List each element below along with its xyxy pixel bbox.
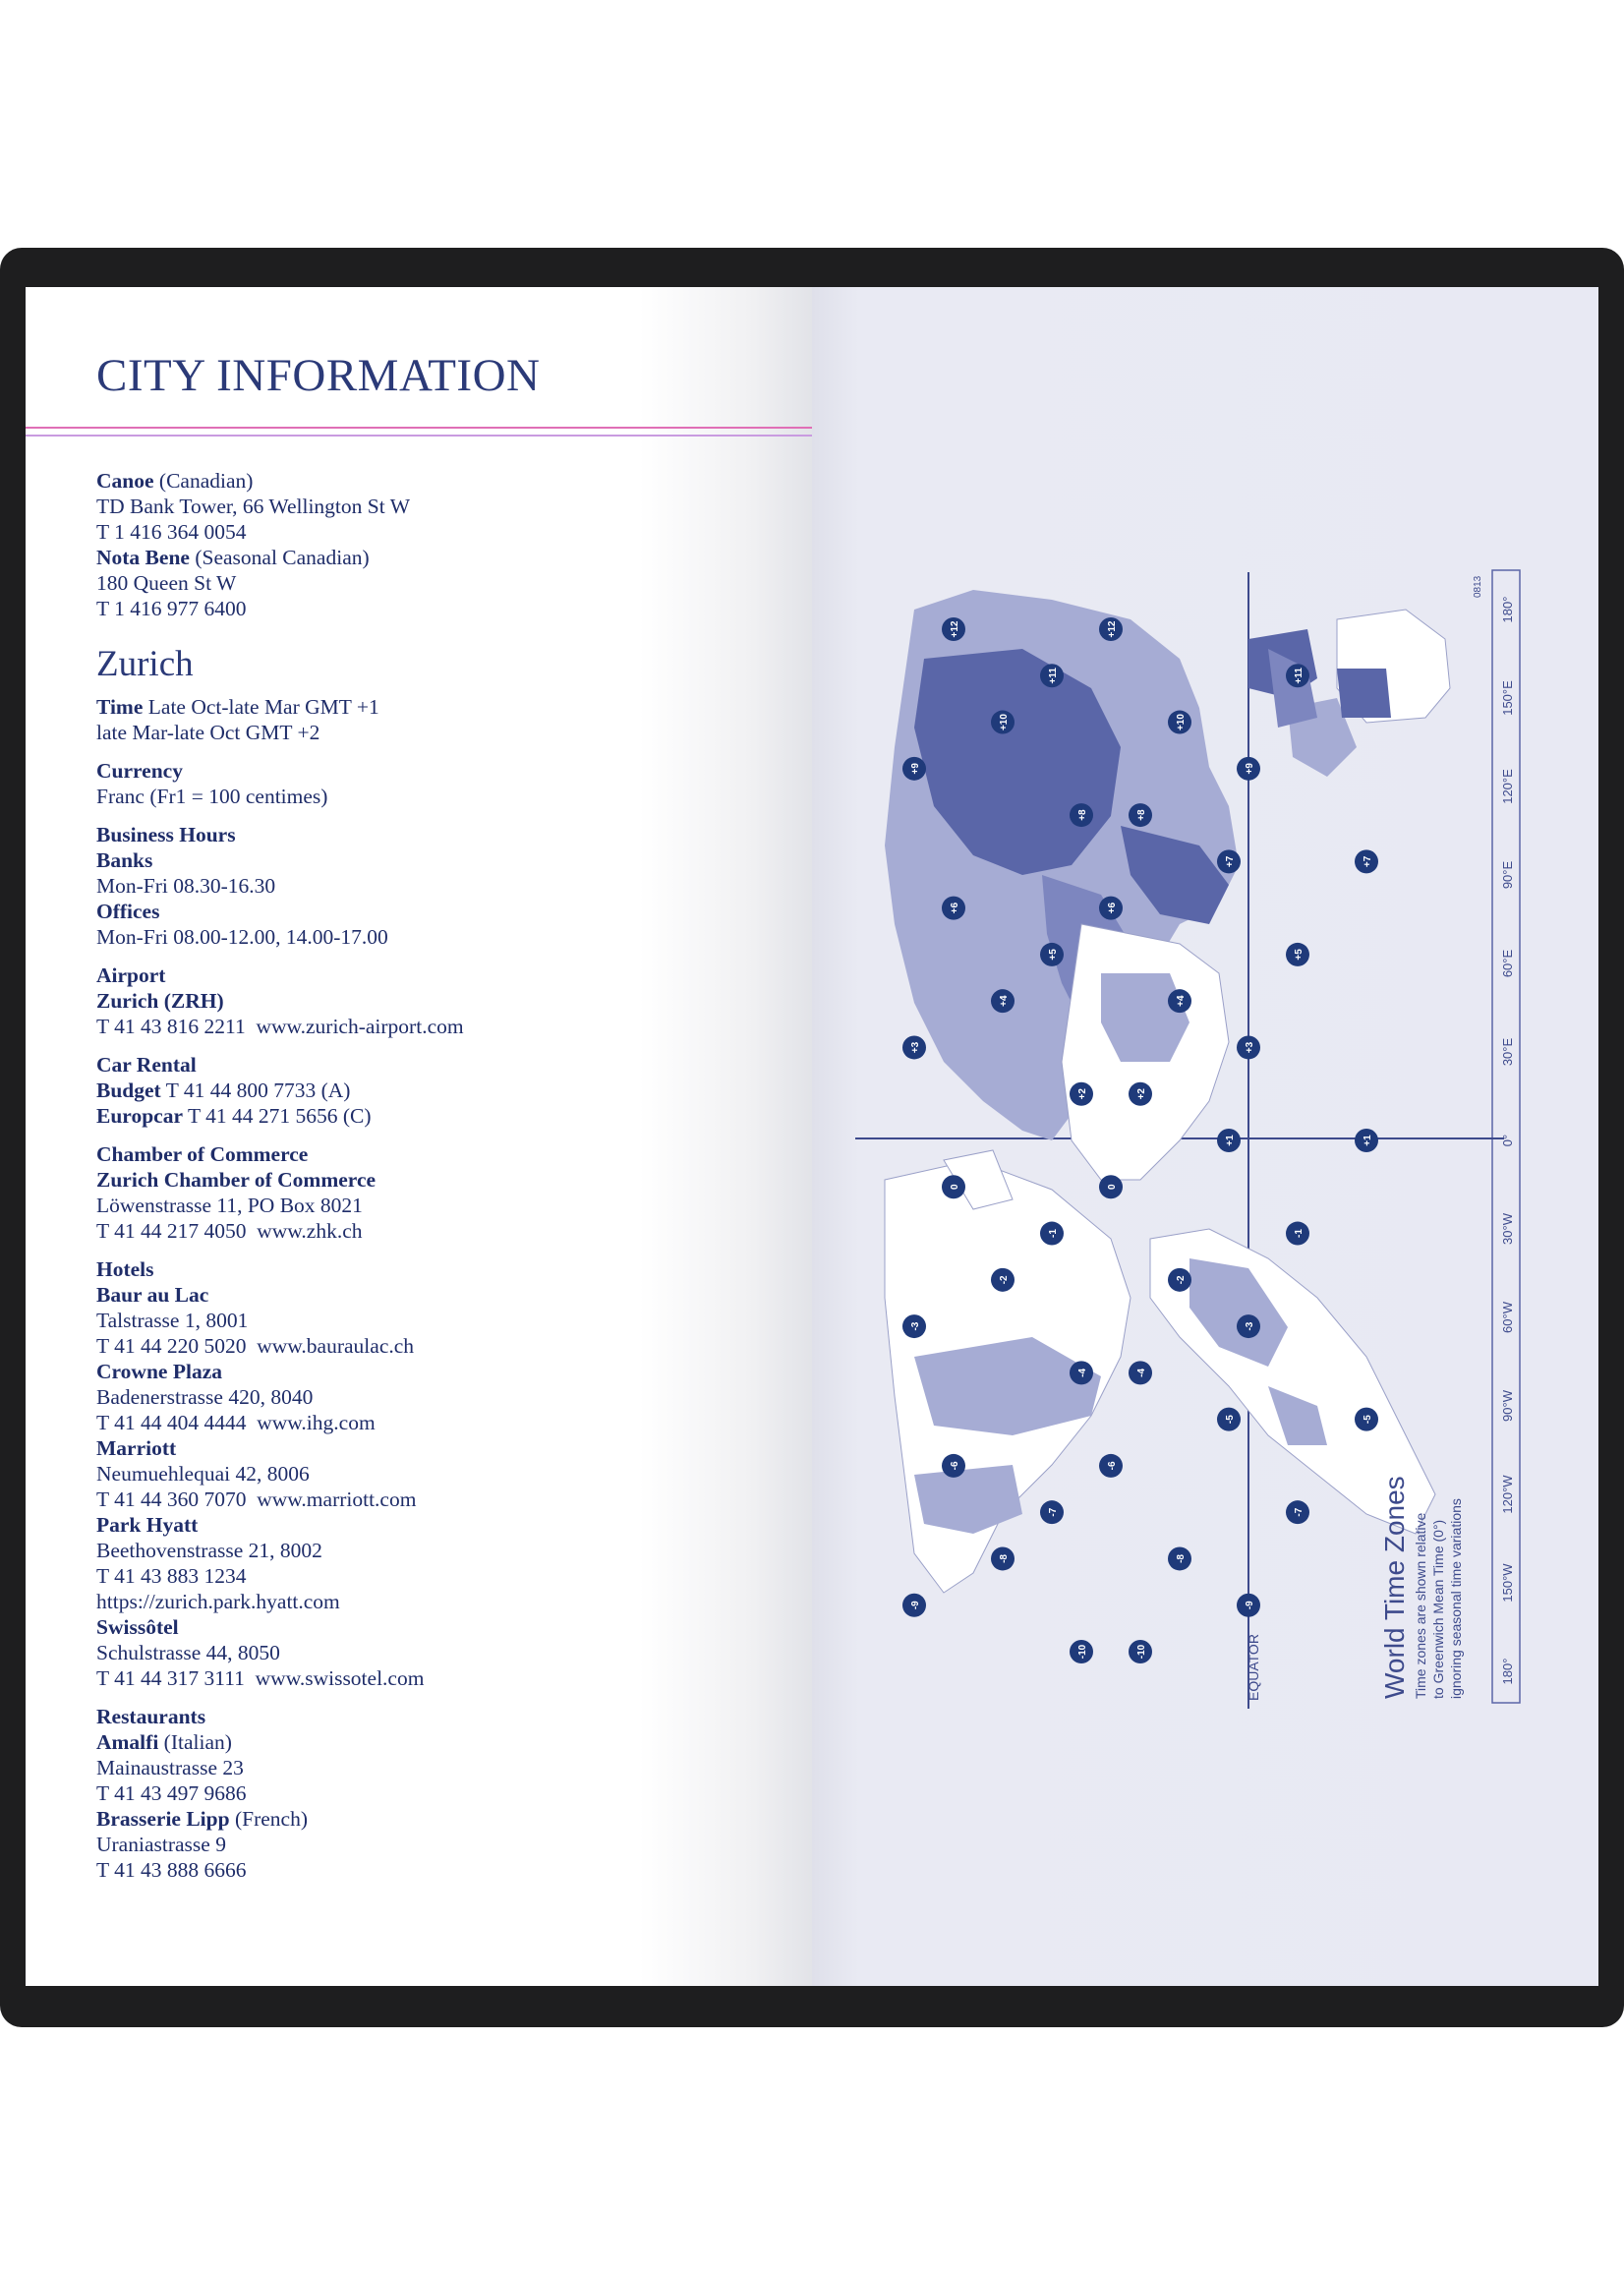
title-rule-pink [26, 427, 812, 429]
americas-landmass [885, 1150, 1435, 1593]
phone: T 41 44 217 4050 www.zhk.ch [96, 1219, 363, 1243]
zone-marker-label: +10 [1176, 714, 1187, 731]
chamber-name: Zurich Chamber of Commerce [96, 1168, 377, 1192]
longitude-labels [1473, 575, 1515, 1684]
longitude-label: 120°W [1500, 1475, 1515, 1514]
zone-marker-label: +9 [1245, 763, 1255, 775]
section-heading: Hotels [96, 1257, 154, 1281]
zone-marker-label: +11 [1048, 668, 1059, 684]
zone-marker-label: +10 [999, 714, 1010, 731]
zone-marker-label: +5 [1294, 949, 1305, 961]
restaurant-amalfi: Amalfi (Italian) [96, 1730, 232, 1754]
zone-marker-label: +8 [1136, 809, 1147, 821]
page-title: CITY INFORMATION [96, 350, 541, 401]
zone-marker-label: +3 [910, 1041, 921, 1054]
hotel-name: Swissôtel [96, 1615, 179, 1639]
subheading: Offices [96, 900, 160, 923]
longitude-label: 150°W [1500, 1563, 1515, 1603]
address: Beethovenstrasse 21, 8002 [96, 1539, 322, 1562]
zone-marker-label: -1 [1294, 1229, 1305, 1238]
zone-marker-label: -8 [999, 1554, 1010, 1563]
time-summer: late Mar-late Oct GMT +2 [96, 721, 320, 744]
zone-marker-label: -7 [1048, 1507, 1059, 1517]
longitude-label: 90°W [1500, 1390, 1515, 1422]
phone: T 1 416 364 0054 [96, 520, 247, 544]
zone-marker-label: -1 [1048, 1229, 1059, 1238]
map-caption-line-3: ignoring seasonal time variations [1448, 1498, 1464, 1699]
zone-marker-label: +8 [1077, 809, 1088, 821]
phone: T 41 43 497 9686 [96, 1781, 247, 1805]
equator-label: EQUATOR [1246, 1634, 1261, 1701]
address: Schulstrasse 44, 8050 [96, 1641, 280, 1664]
address: Neumuehlequai 42, 8006 [96, 1462, 310, 1486]
longitude-label: 120°E [1500, 769, 1515, 804]
address: TD Bank Tower, 66 Wellington St W [96, 495, 410, 518]
hours: Mon-Fri 08.30-16.30 [96, 874, 276, 898]
longitude-label: 90°E [1500, 860, 1515, 890]
zone-marker-label: -3 [910, 1321, 921, 1331]
longitude-label: 180° [1500, 1658, 1515, 1685]
section-heading: Business Hours [96, 823, 236, 846]
zone-marker-label: -10 [1077, 1644, 1088, 1660]
currency-value: Franc (Fr1 = 100 centimes) [96, 785, 328, 808]
longitude-label: 180° [1500, 596, 1515, 623]
longitude-label: 60°E [1500, 949, 1515, 978]
zone-marker-label: +4 [999, 995, 1010, 1007]
zone-marker-label: 0 [950, 1184, 960, 1191]
longitude-label: 60°W [1500, 1302, 1515, 1333]
world-time-zone-map [855, 551, 1563, 1730]
address: Talstrasse 1, 8001 [96, 1309, 249, 1332]
phone: T 41 44 220 5020 www.bauraulac.ch [96, 1334, 415, 1358]
website: https://zurich.park.hyatt.com [96, 1590, 340, 1613]
zone-marker-label: +3 [1245, 1041, 1255, 1054]
section-heading: Currency [96, 759, 183, 783]
zone-marker-label: +5 [1048, 949, 1059, 961]
zone-marker-label: +1 [1363, 1135, 1373, 1146]
phone: T 41 44 317 3111 www.swissotel.com [96, 1666, 425, 1690]
zone-marker-label: -5 [1363, 1415, 1373, 1425]
phone: T 41 44 360 7070 www.marriott.com [96, 1487, 417, 1511]
zone-marker-label: +1 [1225, 1135, 1236, 1146]
city-heading: Zurich [96, 644, 194, 684]
phone: T 41 43 816 2211 www.zurich-airport.com [96, 1015, 464, 1038]
phone: T 1 416 977 6400 [96, 597, 247, 620]
map-title: World Time Zones [1379, 1476, 1410, 1699]
zone-marker-label: -4 [1077, 1368, 1088, 1377]
zone-marker-label: -3 [1245, 1321, 1255, 1331]
address: Badenerstrasse 420, 8040 [96, 1385, 314, 1409]
zone-marker-label: -9 [1245, 1601, 1255, 1610]
zone-marker-label: -2 [999, 1275, 1010, 1285]
longitude-label: 0° [1500, 1134, 1515, 1147]
subheading: Banks [96, 848, 153, 872]
address: Uraniastrasse 9 [96, 1833, 226, 1856]
phone: T 41 43 888 6666 [96, 1858, 247, 1882]
hours: Mon-Fri 08.00-12.00, 14.00-17.00 [96, 925, 388, 949]
zone-marker-label: +6 [950, 902, 960, 914]
zone-marker-label: -5 [1225, 1415, 1236, 1425]
city-info-text [96, 468, 784, 1883]
car-rental-budget: Budget T 41 44 800 7733 (A) [96, 1079, 351, 1102]
phone: T 41 44 404 4444 www.ihg.com [96, 1411, 376, 1434]
zone-marker-label: -8 [1176, 1554, 1187, 1563]
section-heading: Car Rental [96, 1053, 197, 1077]
zone-marker-label: +4 [1176, 995, 1187, 1007]
address: Löwenstrasse 11, PO Box 8021 [96, 1194, 363, 1217]
zone-marker-label: -7 [1294, 1507, 1305, 1517]
zone-marker-label: 0 [1107, 1184, 1118, 1191]
zone-marker-label: +6 [1107, 902, 1118, 914]
section-heading: Restaurants [96, 1705, 206, 1728]
zone-marker-label: +12 [1107, 620, 1118, 638]
hotel-name: Park Hyatt [96, 1513, 199, 1537]
section-heading: Airport [96, 963, 166, 987]
longitude-label: 30°E [1500, 1037, 1515, 1067]
zone-marker-label: +2 [1077, 1088, 1088, 1100]
time-row: Time Late Oct-late Mar GMT +1 [96, 695, 379, 719]
zone-marker-label: -4 [1136, 1368, 1147, 1377]
title-rule-violet [26, 435, 812, 437]
map-caption-line-2: to Greenwich Mean Time (0°) [1430, 1519, 1446, 1699]
restaurant-canoe: Canoe (Canadian) [96, 469, 254, 493]
zone-marker-label: +11 [1294, 668, 1305, 684]
car-rental-europcar: Europcar T 41 44 271 5656 (C) [96, 1104, 372, 1128]
zone-marker-label: +9 [910, 763, 921, 775]
zone-marker-label: +12 [950, 620, 960, 638]
longitude-label: 30°W [1500, 1213, 1515, 1245]
phone: T 41 43 883 1234 [96, 1564, 247, 1588]
zone-marker-label: -10 [1136, 1644, 1147, 1660]
zone-marker-label: +7 [1363, 855, 1373, 868]
zone-marker-label: -9 [910, 1601, 921, 1610]
zone-marker-label: -6 [1107, 1461, 1118, 1471]
zone-marker-label: -2 [1176, 1275, 1187, 1285]
hotel-name: Crowne Plaza [96, 1360, 222, 1383]
zone-marker-label: +7 [1225, 855, 1236, 868]
zone-marker-label: -6 [950, 1461, 960, 1471]
zone-marker-label: +2 [1136, 1088, 1147, 1100]
restaurant-nota-bene: Nota Bene (Seasonal Canadian) [96, 546, 370, 569]
eurasia-africa-landmass [885, 590, 1357, 1180]
address: 180 Queen St W [96, 571, 237, 595]
longitude-label: 150°E [1500, 680, 1515, 716]
section-heading: Chamber of Commerce [96, 1142, 309, 1166]
date-line-tag: 0813 [1473, 575, 1483, 598]
map-caption-line-1: Time zones are shown relative [1413, 1512, 1428, 1699]
australia-landmass [1337, 610, 1450, 723]
address: Mainaustrasse 23 [96, 1756, 244, 1779]
restaurant-brasserie-lipp: Brasserie Lipp (French) [96, 1807, 308, 1831]
airport-name: Zurich (ZRH) [96, 989, 224, 1013]
hotel-name: Baur au Lac [96, 1283, 209, 1307]
hotel-name: Marriott [96, 1436, 177, 1460]
